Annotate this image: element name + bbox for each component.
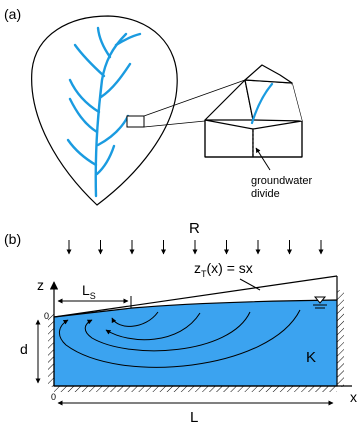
panel-b-label: (b) xyxy=(4,231,22,247)
k-label: K xyxy=(306,349,317,366)
surface-formula: $z_T(x)$ = sx xyxy=(194,260,253,279)
l-label: L xyxy=(190,409,199,426)
d-label: d xyxy=(20,341,28,357)
right-wall-hatch xyxy=(337,290,344,387)
origin-bottom-label: 0 xyxy=(51,392,57,402)
ls-label: $L_S$ xyxy=(82,282,96,301)
stream-network xyxy=(68,28,140,196)
recharge-label: R xyxy=(189,220,200,237)
annotation-divide: divide xyxy=(251,188,280,200)
x-axis-label: x xyxy=(350,389,357,405)
zoom-connector-bottom xyxy=(144,121,205,127)
panel-a-label: (a) xyxy=(4,6,22,22)
annotation-groundwater: groundwater xyxy=(251,175,313,187)
catchment-outline xyxy=(32,16,178,205)
origin-top-label: 0 xyxy=(44,311,50,321)
bottom-hatch xyxy=(54,386,337,392)
panel-b xyxy=(4,220,357,426)
recharge-arrows xyxy=(69,240,321,254)
panel-a xyxy=(4,6,312,205)
z-axis-label: z xyxy=(37,277,44,293)
aquifer xyxy=(54,300,337,386)
zoom-box xyxy=(127,116,144,127)
left-wall-hatch xyxy=(48,313,54,387)
